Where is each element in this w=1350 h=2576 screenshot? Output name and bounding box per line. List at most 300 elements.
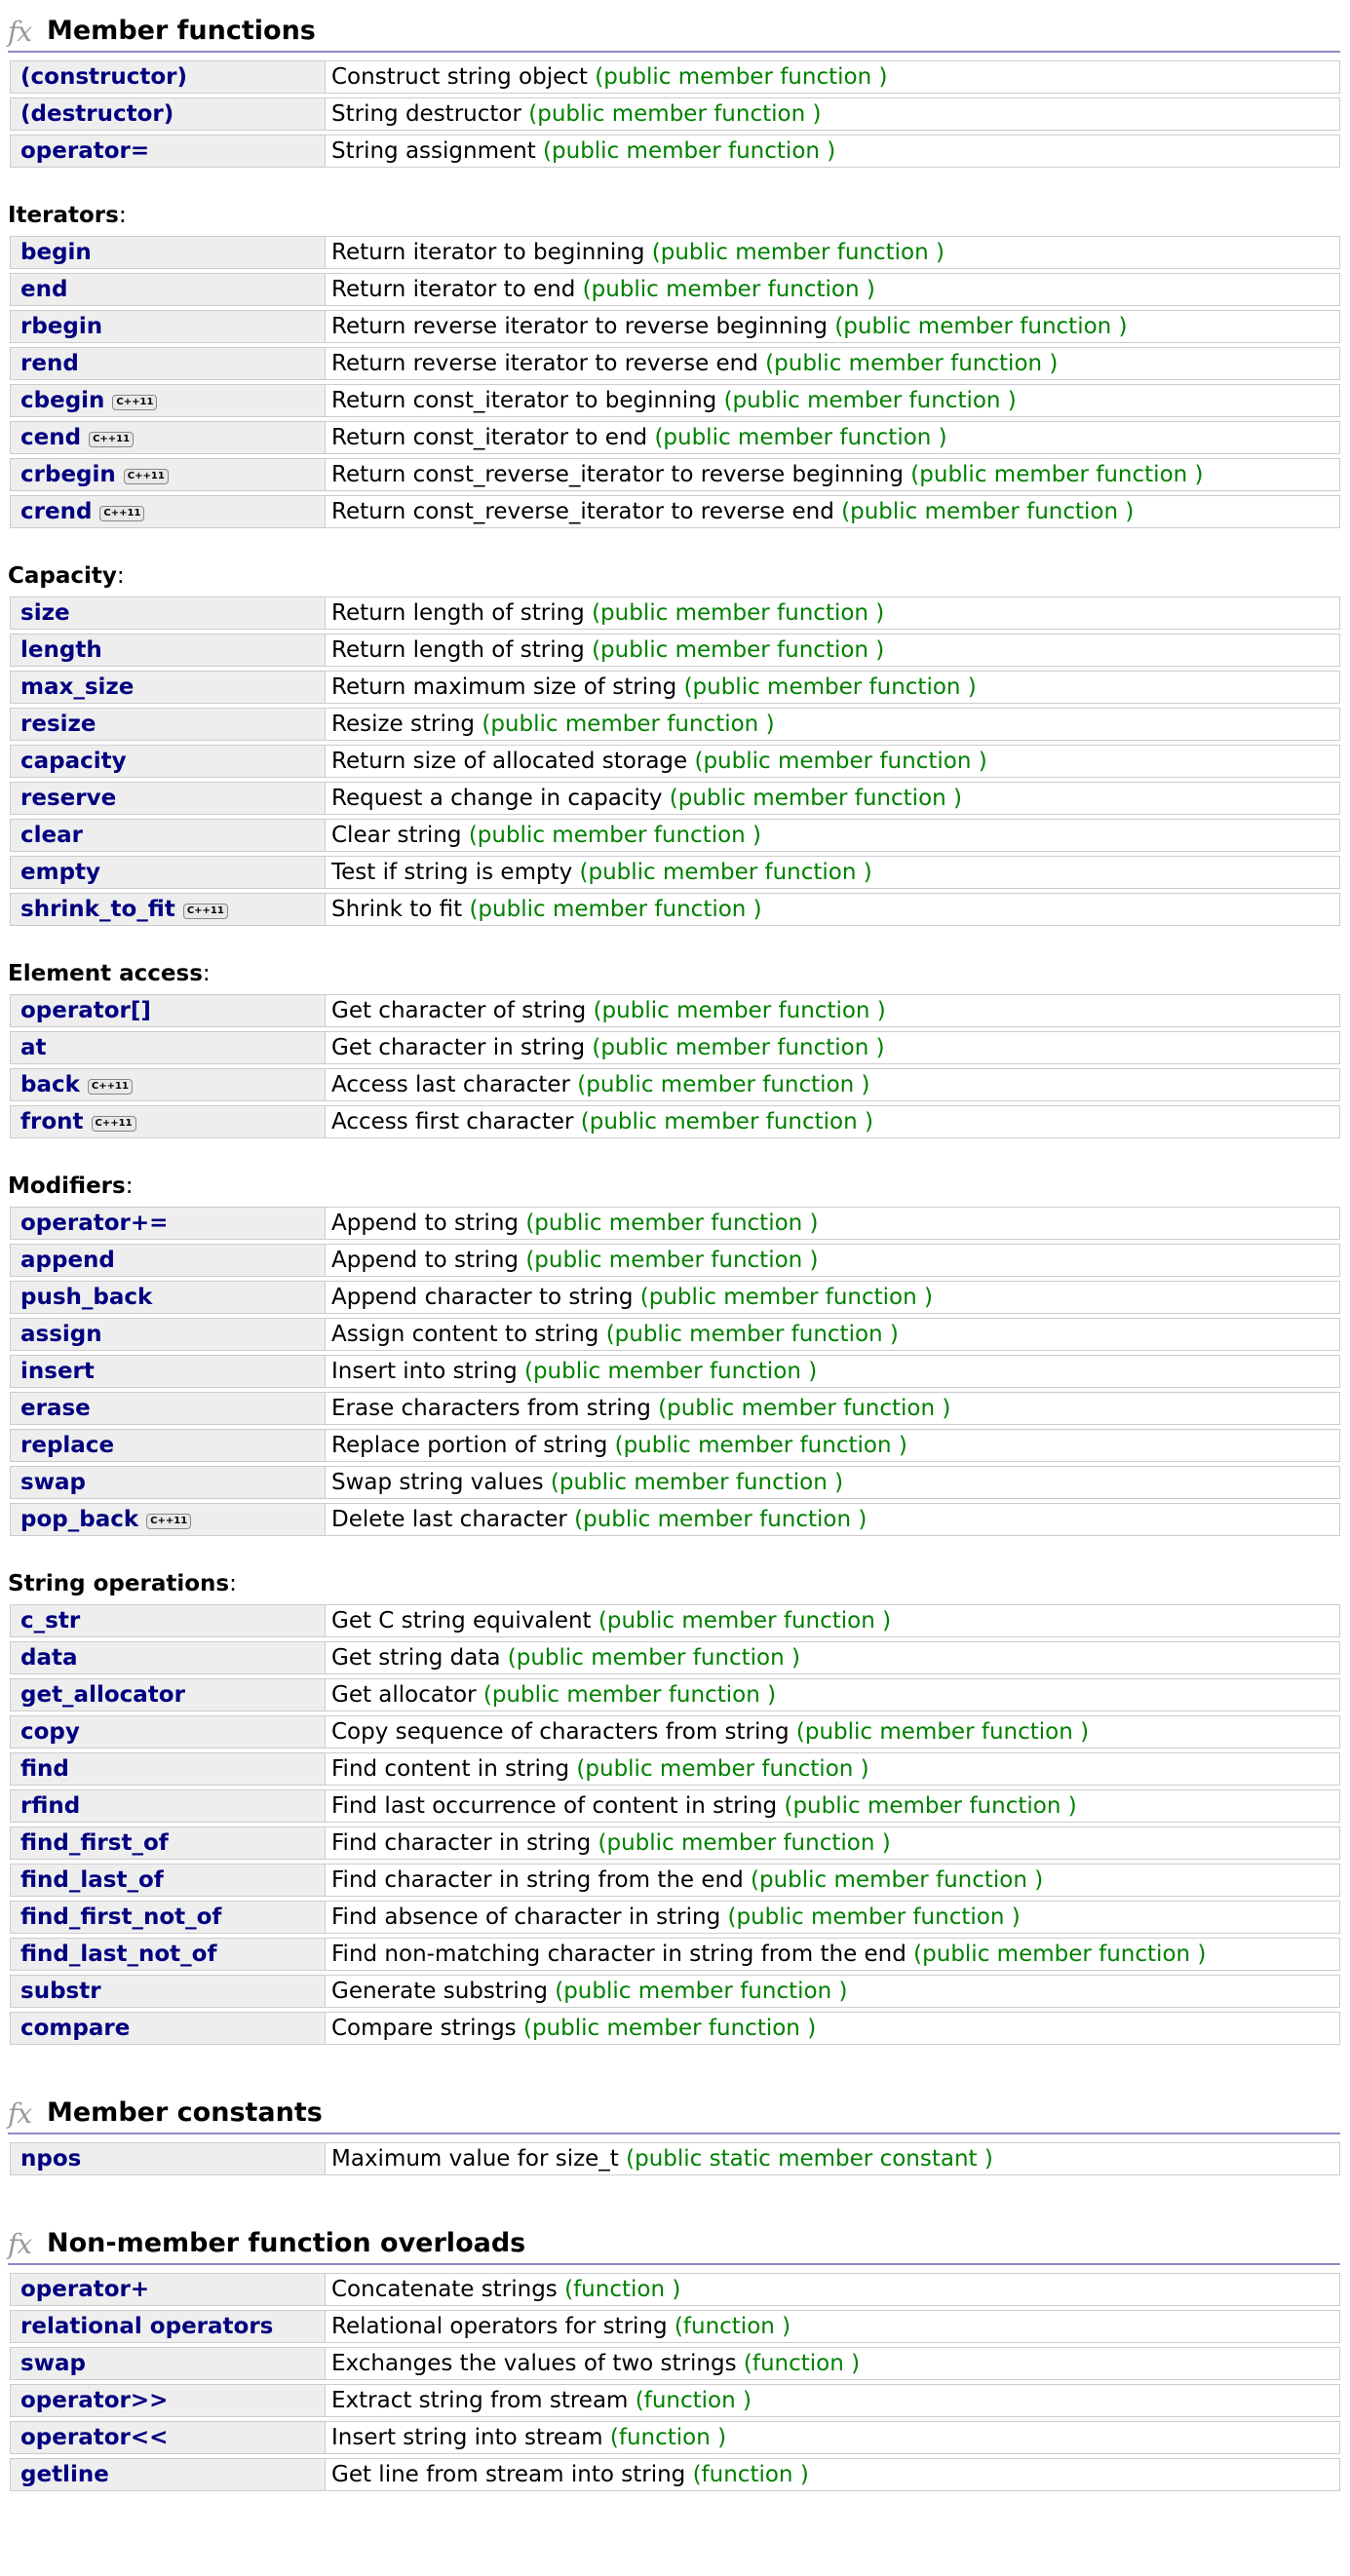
member-description: Maximum value for size_t (331, 2146, 619, 2172)
member-description-cell (326, 782, 1340, 815)
member-type: (function ) (635, 2388, 752, 2413)
spacer (716, 388, 723, 413)
member-link-insert[interactable]: insert (20, 1359, 95, 1384)
spacer (676, 674, 683, 700)
member-link-destructor[interactable]: (destructor) (20, 101, 174, 127)
spacer (598, 1322, 605, 1347)
group-heading-label: Modifiers (8, 1173, 126, 1199)
member-description: String destructor (331, 101, 521, 127)
member-type: (public member function ) (523, 1359, 818, 1384)
member-description: Find content in string (331, 1756, 570, 1782)
member-type: (public member function ) (614, 1433, 907, 1458)
member-link-shrink-to-fit[interactable]: shrink_to_fit (20, 897, 175, 922)
member-name-cell (10, 97, 326, 131)
member-link-rend[interactable]: rend (20, 351, 79, 376)
group-heading-colon: : (125, 1173, 134, 1199)
member-description: Copy sequence of characters from string (331, 1719, 790, 1745)
table-row (10, 236, 1340, 269)
table-row (10, 745, 1340, 778)
member-name-cell (10, 1715, 326, 1749)
table-row (10, 1503, 1340, 1536)
table-row (10, 671, 1340, 704)
member-description-cell (326, 1244, 1340, 1277)
member-type: (function ) (674, 2314, 791, 2339)
member-description: Get allocator (331, 1682, 477, 1708)
member-link-cbegin[interactable]: cbegin (20, 388, 105, 413)
member-type: (public member function ) (834, 314, 1128, 339)
member-name-cell (10, 596, 326, 630)
member-link-length[interactable]: length (20, 637, 102, 663)
members-table (10, 232, 1340, 532)
member-link-append[interactable]: append (20, 1248, 115, 1273)
member-description-cell (326, 708, 1340, 741)
member-type: (public member function ) (694, 749, 987, 774)
member-description: Resize string (331, 711, 476, 737)
member-description-cell (326, 1068, 1340, 1101)
group-heading-label: Capacity (8, 563, 117, 589)
member-description: Find character in string (331, 1830, 592, 1856)
member-link-back[interactable]: back (20, 1072, 80, 1097)
member-description-cell (326, 97, 1340, 131)
member-description-cell (326, 671, 1340, 704)
member-link-find-first-of[interactable]: find_first_of (20, 1830, 169, 1856)
spacer (790, 1719, 796, 1745)
member-type: (public member function ) (543, 138, 836, 164)
member-name-cell (10, 1031, 326, 1064)
table-row (10, 135, 1340, 168)
member-name-cell (10, 1604, 326, 1637)
member-link-operator[interactable]: operator= (20, 138, 150, 164)
spacer (544, 1470, 551, 1495)
member-description-cell (326, 1466, 1340, 1499)
member-name-cell (10, 60, 326, 94)
member-link-copy[interactable]: copy (20, 1719, 80, 1745)
member-type: (public member function ) (605, 1322, 899, 1347)
table-row (10, 856, 1340, 889)
member-description: Return const_iterator to beginning (331, 388, 717, 413)
member-name-cell (10, 856, 326, 889)
member-description-cell (326, 856, 1340, 889)
member-description-cell (326, 893, 1340, 926)
spacer (633, 1285, 639, 1310)
member-description: Get C string equivalent (331, 1608, 592, 1634)
member-type: (public static member constant ) (626, 2146, 993, 2172)
spacer (628, 2388, 635, 2413)
member-description: Get character of string (331, 998, 587, 1023)
member-description-cell (326, 347, 1340, 380)
member-link-compare[interactable]: compare (20, 2016, 131, 2041)
member-description: Access first character (331, 1109, 574, 1134)
member-link-crend[interactable]: crend (20, 499, 93, 524)
member-link-max-size[interactable]: max_size (20, 674, 135, 700)
member-description: Get character in string (331, 1035, 586, 1060)
member-description: Compare strings (331, 2016, 517, 2041)
spacer (744, 1867, 751, 1893)
table-row (10, 1207, 1340, 1240)
member-description: Get string data (331, 1645, 501, 1671)
member-type: (public member function ) (550, 1470, 844, 1495)
member-link-find-last-not-of[interactable]: find_last_not_of (20, 1942, 217, 1967)
member-type: (public member function ) (598, 1830, 891, 1856)
cpp11-badge-icon: C++11 (88, 1079, 133, 1095)
member-link-resize[interactable]: resize (20, 711, 96, 737)
member-description-cell (326, 2273, 1340, 2306)
cpp11-badge-icon: C++11 (183, 904, 228, 919)
member-link-relational-operators[interactable]: relational operators (20, 2314, 274, 2339)
member-type: (public member function ) (784, 1793, 1077, 1819)
member-link-data[interactable]: data (20, 1645, 78, 1671)
member-description-cell (326, 1901, 1340, 1934)
member-name-cell (10, 1318, 326, 1351)
member-link-pop-back[interactable]: pop_back (20, 1507, 139, 1532)
member-name-cell (10, 347, 326, 380)
member-link-swap[interactable]: swap (20, 1470, 86, 1495)
member-description-cell (326, 1031, 1340, 1064)
member-description-cell (326, 1355, 1340, 1388)
table-row (10, 708, 1340, 741)
member-description-cell (326, 273, 1340, 306)
member-description-cell (326, 2310, 1340, 2343)
group-heading-label: Iterators (8, 203, 119, 228)
member-name-cell (10, 1503, 326, 1536)
member-description: Concatenate strings (331, 2277, 558, 2302)
table-row (10, 1975, 1340, 2008)
member-type: (public member function ) (910, 462, 1204, 487)
members-table (10, 990, 1340, 1142)
table-row (10, 458, 1340, 491)
group-heading-string-operations (8, 1567, 1350, 1600)
member-link-getline[interactable]: getline (20, 2462, 109, 2487)
member-description: Return size of allocated storage (331, 749, 688, 774)
cpp11-badge-icon: C++11 (89, 432, 134, 447)
member-description-cell (326, 994, 1340, 1027)
member-type: (public member function ) (658, 1396, 951, 1421)
spacer (720, 1904, 727, 1930)
spacer (572, 860, 579, 885)
member-name-cell (10, 893, 326, 926)
member-description-cell (326, 2384, 1340, 2417)
member-description: Return reverse iterator to reverse beginning (331, 314, 828, 339)
spacer (518, 1359, 524, 1384)
member-type: (public member function ) (595, 64, 888, 90)
member-description-cell (326, 1281, 1340, 1314)
member-type: (function ) (692, 2462, 809, 2487)
member-description-cell (326, 2012, 1340, 2045)
member-type: (public member function ) (654, 425, 947, 450)
member-description-cell (326, 384, 1340, 417)
section-header (8, 2226, 1340, 2265)
table-row (10, 1641, 1340, 1674)
table-row (10, 1429, 1340, 1462)
member-description: Swap string values (331, 1470, 544, 1495)
member-type: (public member function ) (723, 388, 1017, 413)
member-name-cell (10, 495, 326, 528)
spacer (586, 998, 593, 1023)
member-link-constructor[interactable]: (constructor) (20, 64, 188, 90)
member-type: (public member function ) (751, 1867, 1044, 1893)
table-row (10, 2384, 1340, 2417)
member-name-cell (10, 671, 326, 704)
member-description-cell (326, 236, 1340, 269)
member-type: (public member function ) (574, 1507, 868, 1532)
spacer (592, 1608, 598, 1634)
member-link-replace[interactable]: replace (20, 1433, 115, 1458)
table-row (10, 2012, 1340, 2045)
member-description: Construct string object (331, 64, 588, 90)
group-heading-label: Element access (8, 961, 203, 986)
table-row (10, 2421, 1340, 2454)
table-row (10, 1392, 1340, 1425)
member-link-cend[interactable]: cend (20, 425, 82, 450)
table-row (10, 2347, 1340, 2380)
member-description: Return length of string (331, 600, 585, 626)
member-description: Return maximum size of string (331, 674, 677, 700)
member-description: Return const_iterator to end (331, 425, 648, 450)
member-description: Erase characters from string (331, 1396, 651, 1421)
member-type: (public member function ) (795, 1719, 1090, 1745)
member-link-reserve[interactable]: reserve (20, 786, 117, 811)
member-description: Return iterator to beginning (331, 240, 645, 265)
member-link-rfind[interactable]: rfind (20, 1793, 81, 1819)
member-link-at[interactable]: at (20, 1035, 47, 1060)
member-link-get-allocator[interactable]: get_allocator (20, 1682, 185, 1708)
table-row (10, 347, 1340, 380)
members-table (10, 2269, 1340, 2495)
member-description: Extract string from stream (331, 2388, 629, 2413)
table-row (10, 495, 1340, 528)
member-description-cell (326, 1715, 1340, 1749)
member-name-cell (10, 2421, 326, 2454)
table-row (10, 1318, 1340, 1351)
member-name-cell (10, 1826, 326, 1860)
member-name-cell (10, 1355, 326, 1388)
member-link-empty[interactable]: empty (20, 860, 101, 885)
member-name-cell (10, 1678, 326, 1711)
member-type: (public member function ) (579, 860, 872, 885)
table-row (10, 1678, 1340, 1711)
table-row (10, 1068, 1340, 1101)
member-link-erase[interactable]: erase (20, 1396, 91, 1421)
member-description-cell (326, 1318, 1340, 1351)
table-row (10, 2142, 1340, 2175)
member-name-cell (10, 135, 326, 168)
member-type: (public member function ) (592, 637, 885, 663)
member-description-cell (326, 2142, 1340, 2175)
member-name-cell (10, 2142, 326, 2175)
member-type: (public member function ) (576, 1756, 869, 1782)
spacer (585, 600, 592, 626)
member-description-cell (326, 495, 1340, 528)
member-name-cell (10, 2347, 326, 2380)
member-link-npos[interactable]: npos (20, 2146, 82, 2172)
members-table (10, 1203, 1340, 1540)
member-description-cell (326, 135, 1340, 168)
member-description-cell (326, 1975, 1340, 2008)
group-heading-modifiers (8, 1170, 1350, 1203)
spacer (603, 2425, 610, 2450)
spacer (558, 2277, 564, 2302)
member-name-cell (10, 1281, 326, 1314)
member-type: (public member function ) (765, 351, 1059, 376)
member-description-cell (326, 745, 1340, 778)
cpp11-badge-icon: C++11 (92, 1116, 136, 1132)
table-row (10, 1355, 1340, 1388)
member-description: Clear string (331, 823, 462, 848)
member-name-cell (10, 2384, 326, 2417)
members-table (10, 57, 1340, 172)
member-name-cell (10, 1105, 326, 1138)
member-name-cell (10, 819, 326, 852)
fx-icon: fx (8, 2097, 32, 2130)
member-name-cell (10, 2012, 326, 2045)
member-description-cell (326, 1604, 1340, 1637)
member-description: Insert into string (331, 1359, 518, 1384)
member-link-begin[interactable]: begin (20, 240, 92, 265)
member-type: (public member function ) (525, 1211, 819, 1236)
member-description-cell (326, 596, 1340, 630)
member-type: (public member function ) (669, 786, 962, 811)
group-heading-capacity (8, 559, 1350, 593)
table-row (10, 384, 1340, 417)
table-row (10, 1715, 1340, 1749)
member-type: (public member function ) (727, 1904, 1021, 1930)
member-link-assign[interactable]: assign (20, 1322, 102, 1347)
member-description: Test if string is empty (331, 860, 573, 885)
spacer (668, 2314, 675, 2339)
member-name-cell (10, 745, 326, 778)
member-name-cell (10, 1864, 326, 1897)
member-name-cell (10, 1789, 326, 1823)
member-description-cell (326, 819, 1340, 852)
member-link-operator[interactable]: operator<< (20, 2425, 169, 2450)
member-name-cell (10, 2458, 326, 2491)
member-link-c-str[interactable]: c_str (20, 1608, 81, 1634)
member-description-cell (326, 1429, 1340, 1462)
member-name-cell (10, 421, 326, 454)
member-description-cell (326, 1641, 1340, 1674)
member-description: Assign content to string (331, 1322, 599, 1347)
fx-icon: fx (8, 2228, 32, 2260)
spacer (573, 1109, 580, 1134)
spacer (591, 1830, 598, 1856)
member-description-cell (326, 310, 1340, 343)
member-link-size[interactable]: size (20, 600, 70, 626)
member-name-cell (10, 384, 326, 417)
member-description: Append character to string (331, 1285, 634, 1310)
member-description: Return iterator to end (331, 277, 576, 302)
group-heading-colon: : (116, 563, 125, 589)
member-description: Append to string (331, 1211, 519, 1236)
table-row (10, 819, 1340, 852)
member-type: (public member function ) (841, 499, 1135, 524)
table-row (10, 97, 1340, 131)
member-name-cell (10, 1752, 326, 1786)
spacer (607, 1433, 614, 1458)
member-link-substr[interactable]: substr (20, 1979, 101, 2004)
spacer (517, 2016, 523, 2041)
member-link-operator[interactable]: operator>> (20, 2388, 169, 2413)
member-link-operator[interactable]: operator+ (20, 2277, 150, 2302)
member-description: Find non-matching character in string from the end (331, 1942, 906, 1967)
member-description: Relational operators for string (331, 2314, 668, 2339)
table-row (10, 60, 1340, 94)
member-description: Append to string (331, 1248, 519, 1273)
member-link-crbegin[interactable]: crbegin (20, 462, 116, 487)
section-title: Non-member function overloads (47, 2228, 526, 2258)
member-type: (public member function ) (913, 1942, 1207, 1967)
member-name-cell (10, 994, 326, 1027)
member-link-swap[interactable]: swap (20, 2351, 86, 2376)
spacer (585, 637, 592, 663)
member-link-find-last-of[interactable]: find_last_of (20, 1867, 164, 1893)
member-type: (public member function ) (580, 1109, 873, 1134)
member-type: (public member function ) (651, 240, 945, 265)
member-description-cell (326, 2421, 1340, 2454)
member-name-cell (10, 1429, 326, 1462)
member-description: Insert string into stream (331, 2425, 603, 2450)
member-description: Delete last character (331, 1507, 567, 1532)
member-link-find-first-not-of[interactable]: find_first_not_of (20, 1904, 222, 1930)
member-type: (public member function ) (507, 1645, 800, 1671)
member-name-cell (10, 2310, 326, 2343)
spacer (644, 240, 651, 265)
table-row (10, 1938, 1340, 1971)
member-name-cell (10, 1207, 326, 1240)
member-type: (function ) (609, 2425, 727, 2450)
member-name-cell (10, 1641, 326, 1674)
member-type: (public member function ) (593, 998, 886, 1023)
table-row (10, 2310, 1340, 2343)
member-link-front[interactable]: front (20, 1109, 84, 1134)
member-description: String assignment (331, 138, 536, 164)
group-heading-colon: : (229, 1571, 237, 1596)
member-description-cell (326, 1503, 1340, 1536)
member-name-cell (10, 708, 326, 741)
table-row (10, 310, 1340, 343)
table-row (10, 1864, 1340, 1897)
member-type: (public member function ) (522, 2016, 817, 2041)
members-table (10, 2138, 1340, 2179)
table-row (10, 1244, 1340, 1277)
section-member-constants (0, 2095, 1350, 2179)
member-name-cell (10, 1466, 326, 1499)
member-type: (public member function ) (683, 674, 977, 700)
member-link-rbegin[interactable]: rbegin (20, 314, 103, 339)
member-link-find[interactable]: find (20, 1756, 69, 1782)
table-row (10, 1789, 1340, 1823)
member-description: Find last occurrence of content in string (331, 1793, 778, 1819)
spacer (575, 277, 582, 302)
group-heading-iterators (8, 199, 1350, 232)
member-description: Access last character (331, 1072, 570, 1097)
table-row (10, 421, 1340, 454)
member-description-cell (326, 60, 1340, 94)
member-link-push-back[interactable]: push_back (20, 1285, 153, 1310)
section-title: Member functions (47, 16, 316, 46)
member-name-cell (10, 236, 326, 269)
member-name-cell (10, 2273, 326, 2306)
member-link-operator[interactable]: operator+= (20, 1211, 169, 1236)
member-description: Replace portion of string (331, 1433, 608, 1458)
member-link-operator[interactable]: operator[] (20, 998, 151, 1023)
table-row (10, 782, 1340, 815)
section-header (8, 2095, 1340, 2134)
member-description: Get line from stream into string (331, 2462, 686, 2487)
member-link-end[interactable]: end (20, 277, 68, 302)
member-link-capacity[interactable]: capacity (20, 749, 127, 774)
member-link-clear[interactable]: clear (20, 823, 83, 848)
table-row (10, 994, 1340, 1027)
